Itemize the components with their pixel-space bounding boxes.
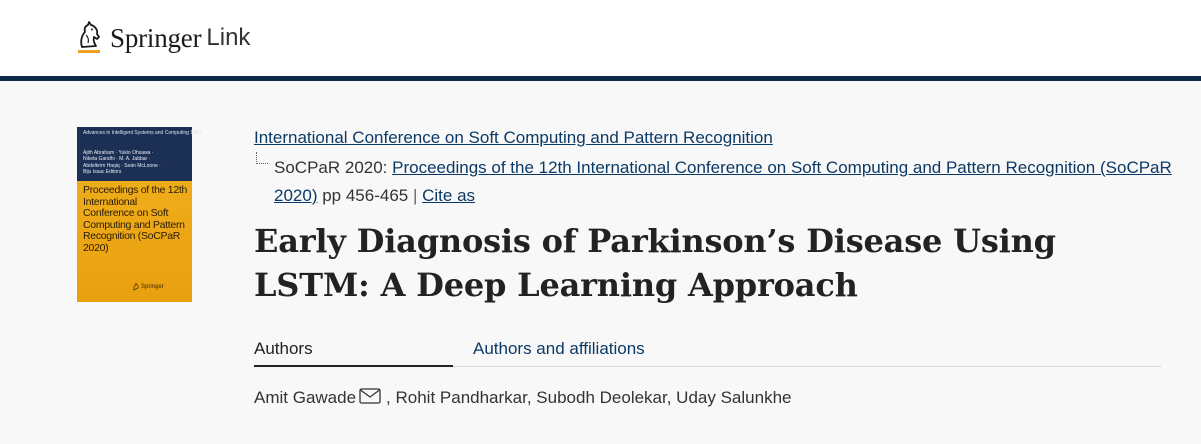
other-authors: , Rohit Pandharkar, Subodh Deolekar, Uday Salunkhe [386, 388, 792, 407]
springer-horse-icon [76, 21, 102, 55]
author-list [254, 388, 791, 408]
cover-editors-text: Ajith Abraham · Yukio Ohsawa · Niketa Gandhi · M. A. Jabbar · Abdelkrim Haqiq · Seán McLoone · Biju Issac Editors [83, 150, 161, 175]
author-amit-gawade[interactable]: Amit Gawade [254, 388, 357, 407]
mail-icon[interactable] [359, 388, 381, 404]
proceedings-link[interactable]: Proceedings of the 12th International Conference on Soft Computing and Pattern Recognition (SoCPaR 2020) [274, 158, 1172, 205]
tab-authors-and-affiliations[interactable]: Authors and affiliations [473, 339, 645, 358]
cover-brand: Springer [141, 284, 164, 290]
cover-springer-horse-icon [133, 283, 139, 291]
breadcrumb-separator: | [412, 186, 418, 205]
article-title: Early Diagnosis of Parkinson’s Disease Using LSTM: A Deep Learning Approach [254, 222, 1056, 304]
proceedings-line [274, 154, 1174, 210]
logo-springer-text: Springer [110, 22, 202, 53]
page-range: pp 456-465 [317, 186, 413, 205]
site-header [0, 0, 1201, 76]
tab-authors[interactable]: Authors [254, 339, 453, 367]
book-cover[interactable] [77, 127, 202, 302]
header-divider-bar [0, 76, 1201, 81]
cite-as-link[interactable]: Cite as [422, 186, 476, 205]
author-tabs [254, 335, 1161, 367]
logo-link-text: Link [206, 24, 251, 51]
breadcrumb-tree-connector [256, 152, 268, 164]
conference-link[interactable]: International Conference on Soft Computing and Pattern Recognition [254, 128, 773, 147]
cover-editors-band [77, 147, 192, 181]
cover-series-band [77, 127, 202, 147]
cover-title: Proceedings of the 12th International Conference on Soft Computing and Pattern Recognition (SoCPaR 2020) [83, 184, 188, 254]
proceedings-prefix: SoCPaR 2020: [274, 158, 393, 177]
springer-link-logo[interactable] [76, 20, 250, 56]
cover-series-text: Advances in Intelligent Systems and Computing 1383 [83, 130, 202, 136]
